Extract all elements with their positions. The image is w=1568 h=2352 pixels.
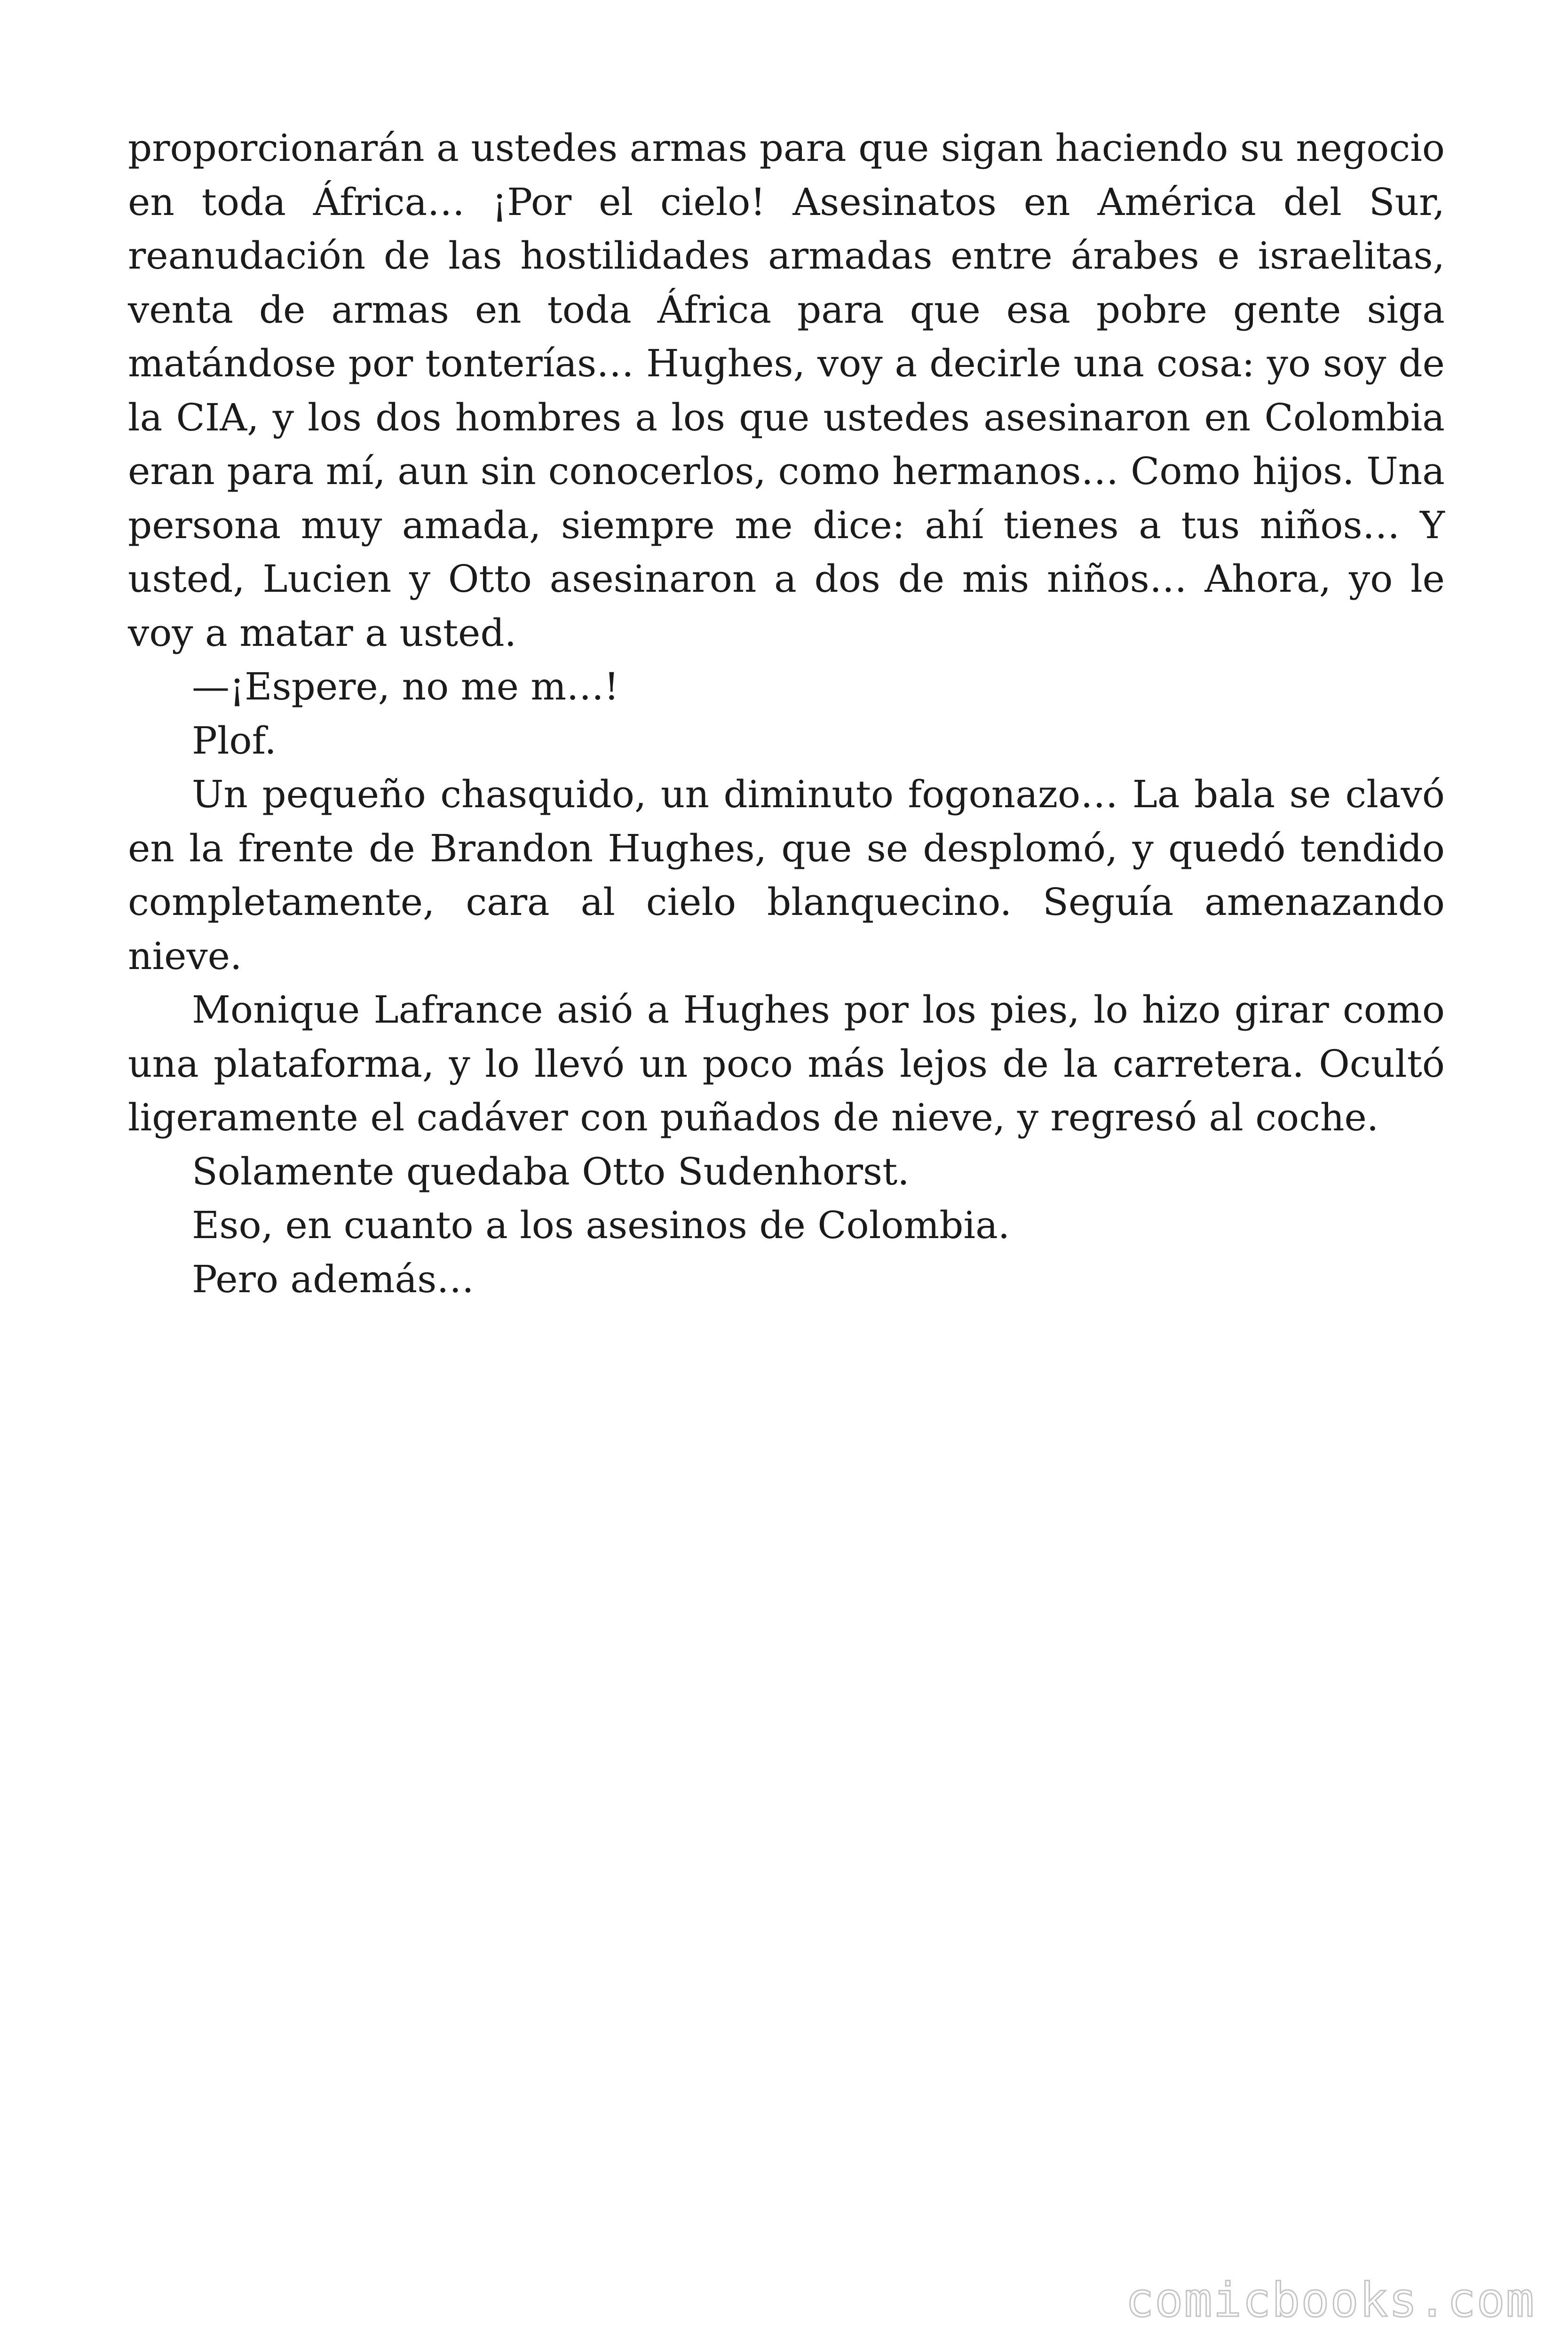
page-body [128,121,1445,1306]
paragraph-dialogue: —¡Espere, no me m…! [192,665,619,708]
paragraph-plof: Plof. [192,718,277,763]
paragraph-body-hidden: Monique Lafrance asió a Hughes por los pies, lo hizo girar como una plataforma, y lo llevó un poco más lejos de la carretera. Ocultó ligeramente el cadáver con puñados de nieve, y regresó al coche. [128,988,1445,1139]
paragraph-colombia: Eso, en cuanto a los asesinos de Colombia. [192,1203,1010,1247]
paragraph-shot: Un pequeño chasquido, un diminuto fogonazo… La bala se clavó en la frente de Brandon Hughes, que se desplomó, y quedó tendido completamente, cara al cielo blanquecino. Seguía amenazando nieve. [128,772,1445,978]
paragraph-ending: Pero además… [192,1257,475,1301]
paragraph-remaining: Solamente quedaba Otto Sudenhorst. [192,1149,910,1193]
watermark: comicbooks.com [1125,2273,1535,2328]
paragraph-continuation: proporcionarán a ustedes armas para que sigan haciendo su negocio en toda África… ¡Por el cielo! Asesinatos en América del Sur, reanudación de las hostilidades armadas entre árabes e israelitas, venta de armas en toda África para que esa pobre gente siga matándose por tonterías… Hughes, voy a decirle una cosa: yo soy de la CIA, y los dos hombres a los que ustedes asesinaron en Colombia eran para mí, aun sin conocerlos, como hermanos… Como hijos. Una persona muy amada, siempre me dice: ahí tienes a tus niños… Y usted, Lucien y Otto asesinaron a dos de mis niños… Ahora, yo le voy a matar a usted. [128,126,1445,655]
